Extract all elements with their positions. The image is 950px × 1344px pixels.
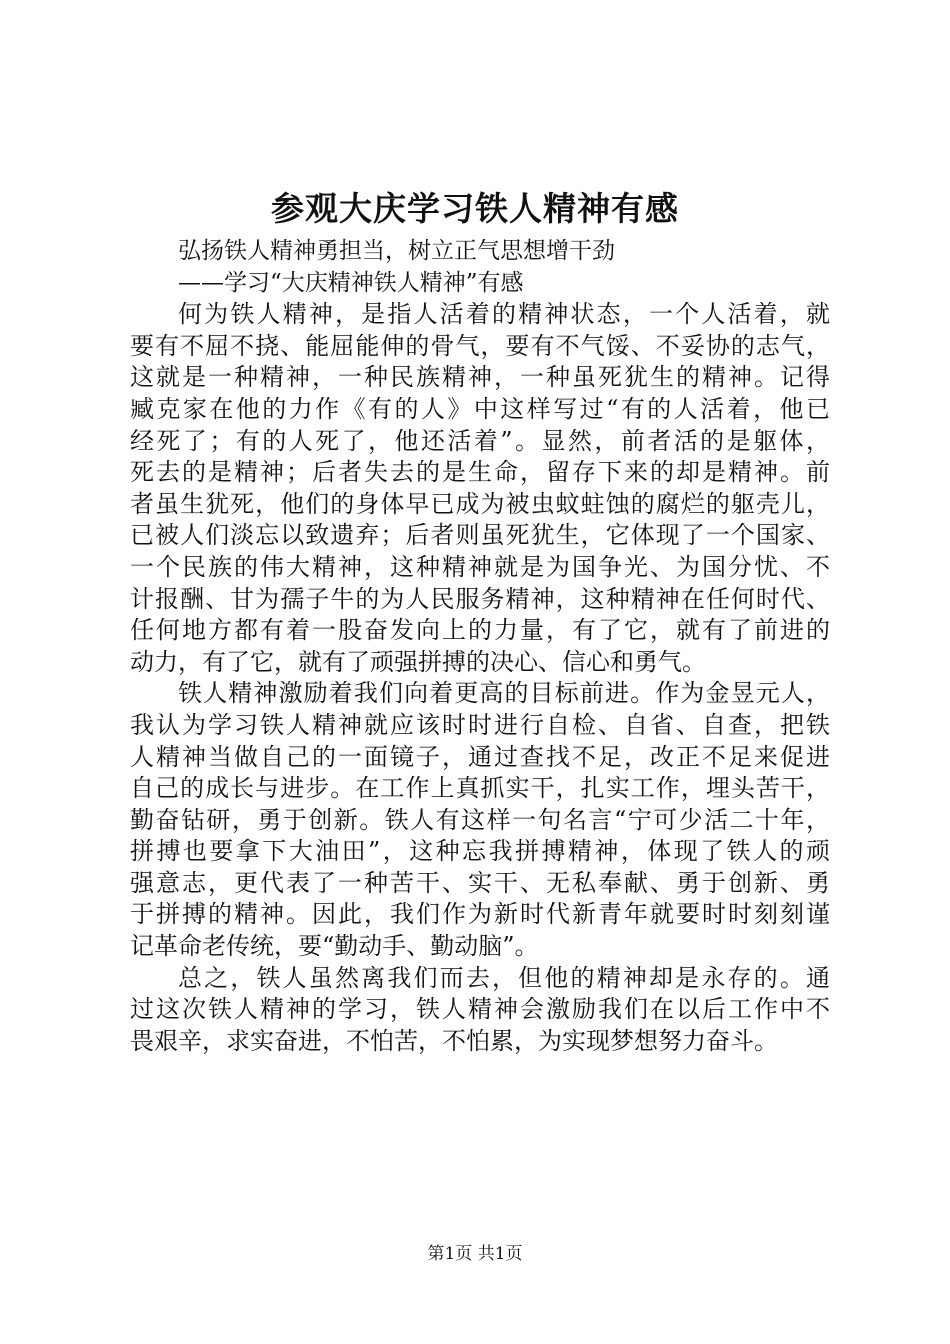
paragraph-2 [130,678,830,962]
paragraph-line: 畏艰辛，求实奋进，不怕苦，不怕累，为实现梦想努力奋斗。 [130,1026,778,1055]
paragraph-line: 记革命老传统，要“勤动手、勤动脑”。 [130,932,539,961]
paragraph-line: 总之，铁人虽然离我们而去，但他的精神却是永存的。通 [178,963,830,992]
paragraph-line: 于拼搏的精神。因此，我们作为新时代新青年就要时时刻刻谨 [130,900,830,929]
paragraph-line: 计报酬、甘为孺子牛的为人民服务精神，这种精神在任何时代、 [130,584,830,613]
paragraph-line: 要有不屈不挠、能屈能伸的骨气，要有不气馁、不妥协的志气， [130,331,830,360]
paragraph-line: 经死了；有的人死了，他还活着”。显然，前者活的是躯体， [130,426,830,455]
paragraph-line: 者虽生犹死，他们的身体早已成为被虫蚊蛀蚀的腐烂的躯壳儿， [130,489,830,518]
paragraph-line: 已被人们淡忘以致遗弃；后者则虽死犹生，它体现了一个国家、 [130,521,830,550]
paragraph-line: 我认为学习铁人精神就应该时时进行自检、自省、自查，把铁 [130,710,830,739]
paragraph-line: 这就是一种精神，一种民族精神，一种虽死犹生的精神。记得 [130,363,830,392]
paragraph-line: 铁人精神激励着我们向着更高的目标前进。作为金昱元人， [178,679,830,708]
paragraph-line: 何为铁人精神，是指人活着的精神状态，一个人活着，就 [178,300,830,329]
page-footer: 第1页 共1页 [427,1244,523,1264]
paragraph-line: 勤奋钻研，勇于创新。铁人有这样一句名言“宁可少活二十年， [130,805,830,834]
subtitle-line: ——学习“大庆精神铁人精神”有感 [178,269,524,296]
paragraph-line: 人精神当做自己的一面镜子，通过查找不足，改正不足来促进 [130,742,830,771]
paragraph-3 [130,963,830,1058]
paragraph-line: 死去的是精神；后者失去的是生命，留存下来的却是精神。前 [130,458,830,487]
paragraph-line: 动力，有了它，就有了顽强拼搏的决心、信心和勇气。 [130,647,706,676]
paragraph-1 [130,299,830,678]
document-body [130,236,830,1057]
subtitle-line: 弘扬铁人精神勇担当，树立正气思想增干劲 [178,238,615,264]
document-title: 参观大庆学习铁人精神有感 [271,189,679,228]
paragraph-line: 过这次铁人精神的学习，铁人精神会激励我们在以后工作中不 [130,995,830,1024]
paragraph-line: 臧克家在他的力作《有的人》中这样写过“有的人活着，他已 [130,394,830,423]
paragraph-line: 自己的成长与进步。在工作上真抓实干，扎实工作，埋头苦干， [130,774,830,803]
paragraph-line: 强意志，更代表了一种苦干、实干、无私奉献、勇于创新、勇 [130,868,830,897]
paragraph-line: 任何地方都有着一股奋发向上的力量，有了它，就有了前进的 [130,616,830,645]
paragraph-line: 一个民族的伟大精神，这种精神就是为国争光、为国分忧、不 [130,552,830,581]
paragraph-line: 拼搏也要拿下大油田”，这种忘我拼搏精神，体现了铁人的顽 [130,837,830,866]
